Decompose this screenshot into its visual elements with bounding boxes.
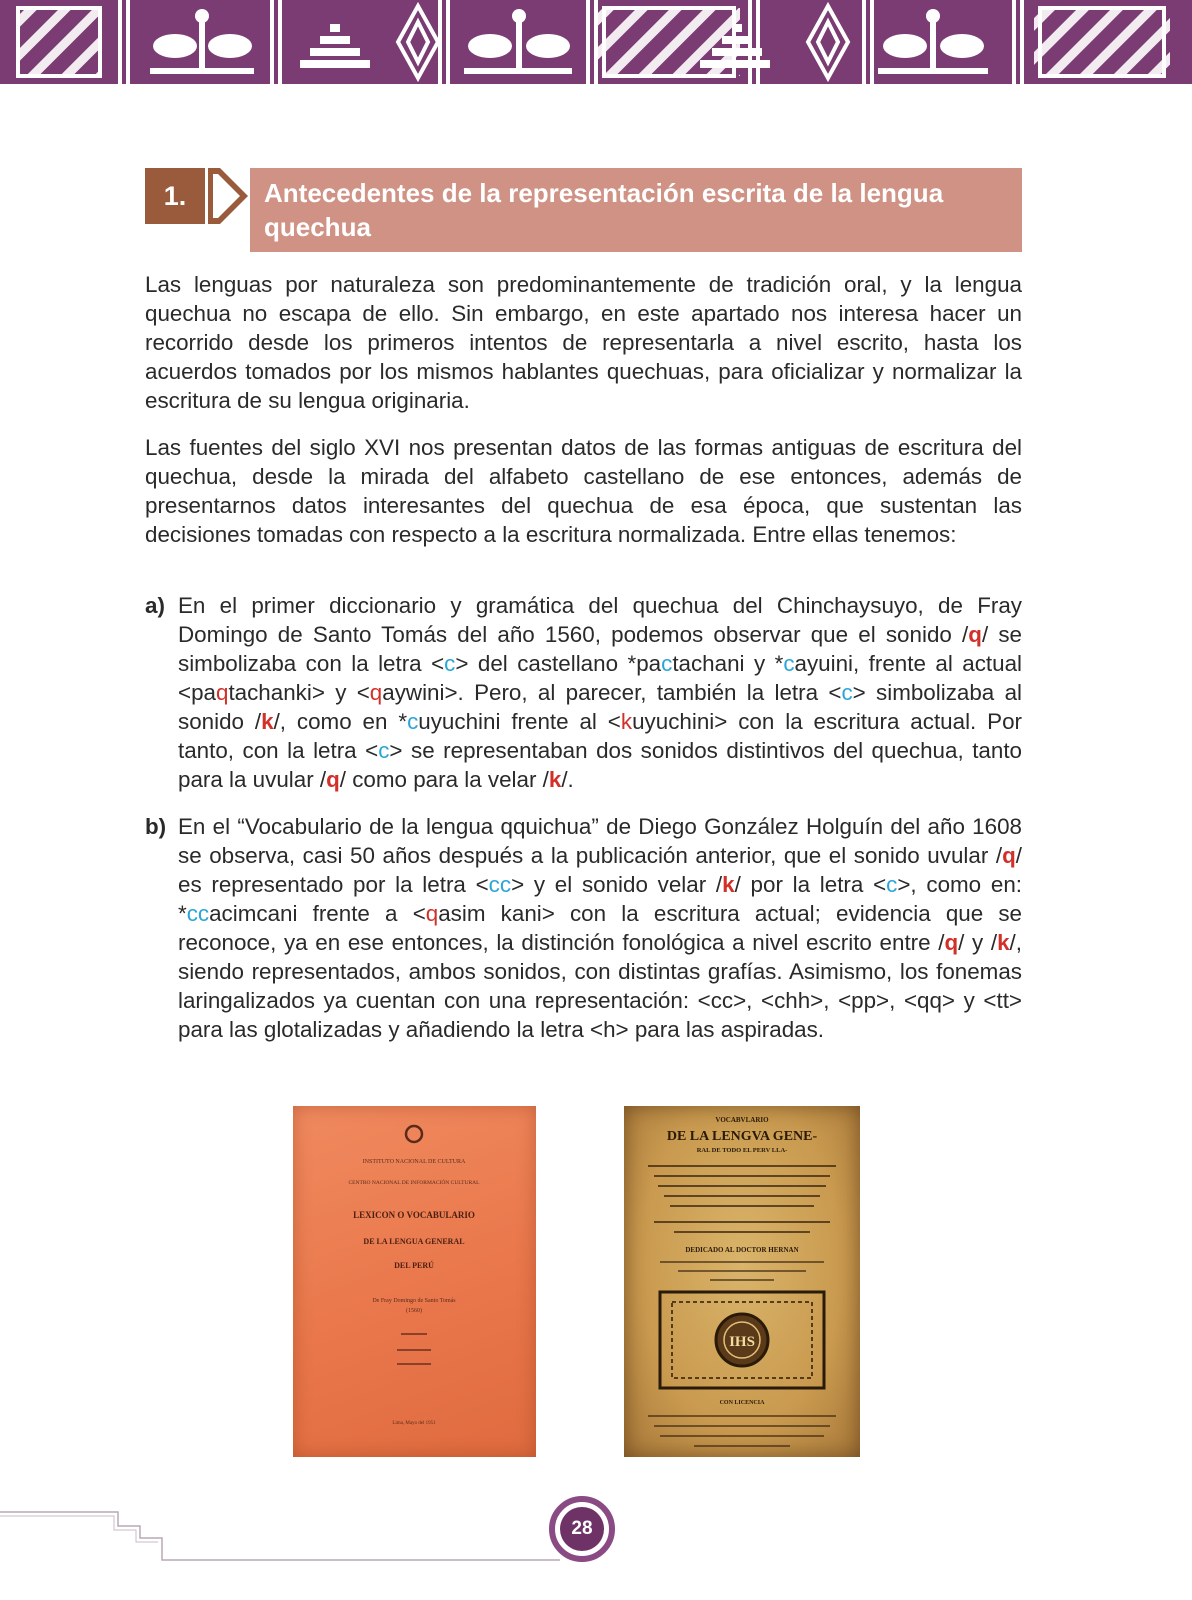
page-number: 28: [560, 1507, 604, 1551]
vocabulario-cover-graphic: [624, 1106, 860, 1457]
text-segment: /.: [561, 767, 574, 792]
cover-right-line: DEDICADO AL DOCTOR HERNAN: [685, 1246, 799, 1254]
text-segment: ayuini, frente al actual <pa: [178, 651, 1022, 705]
text-segment: / como para la velar /: [339, 767, 549, 792]
phoneme-highlight: q: [944, 930, 959, 955]
page-number-badge: [549, 1496, 615, 1562]
phoneme-highlight: k: [548, 767, 562, 792]
lexicon-cover-image: [293, 1106, 536, 1457]
list-item-b: [145, 812, 1022, 1044]
cover-left-line: De Fray Domingo de Santo Tomás: [372, 1298, 456, 1304]
cover-left-line: INSTITUTO NACIONAL DE CULTURA: [362, 1159, 466, 1165]
cover-left-line: (1560): [406, 1308, 422, 1314]
section-number: 1.: [145, 168, 205, 224]
text-segment: aywini>. Pero, al parecer, también la letra <: [382, 680, 842, 705]
list-marker-a: a): [145, 593, 165, 618]
cover-right-line: VOCABVLARIO: [715, 1116, 769, 1124]
old-letter-highlight: cc: [186, 901, 210, 926]
list-item-a: [145, 591, 1022, 794]
section-title: Antecedentes de la representación escrita de la lengua quechua: [250, 168, 1022, 252]
text-segment: tachani y *: [672, 651, 784, 676]
cover-right-line: IHS: [729, 1334, 755, 1350]
text-segment: En el “Vocabulario de la lengua qquichua” de Diego González Holguín del año 1608 se observa, casi 50 años después a la publicación anterior, que el sonido uvular /: [178, 814, 1022, 868]
text-segment: uyuchini> con la escritura actual. Por tanto, con la letra <: [178, 709, 1022, 763]
list-text-a: [178, 591, 1022, 794]
cover-right-line: DE LA LENGVA GENE-: [666, 1129, 818, 1144]
old-letter-highlight: c: [444, 651, 456, 676]
phoneme-highlight: k: [997, 930, 1010, 955]
text-segment: / es representado por la letra <: [178, 843, 1022, 897]
list-marker-b: b): [145, 814, 167, 839]
lexicon-cover-graphic: [293, 1106, 536, 1457]
institute-seal-icon: [406, 1126, 422, 1142]
cover-left-line: LEXICON O VOCABULARIO: [353, 1210, 475, 1220]
text-segment: acimcani frente a <: [209, 901, 426, 926]
cover-right-line: RAL DE TODO EL PERV LLA-: [696, 1147, 788, 1154]
modern-letter-highlight: k: [620, 709, 633, 734]
old-letter-highlight: c: [841, 680, 853, 705]
text-segment: > se representaban dos sonidos distintivos del quechua, tanto para la uvular /: [178, 738, 1022, 792]
list-text-b: [178, 812, 1022, 1044]
text-segment: asim kani> con la escritura actual; evidencia que se reconoce, ya en ese entonces, la distinción fonológica a nivel escrito entre /: [178, 901, 1022, 955]
modern-letter-highlight: q: [215, 680, 229, 705]
old-letter-highlight: c: [886, 872, 898, 897]
text-segment: > simbolizaba al sonido /: [178, 680, 1022, 734]
text-segment: / y /: [958, 930, 998, 955]
text-segment: tachanki> y <: [228, 680, 370, 705]
cover-left-line: DE LA LENGUA GENERAL: [363, 1237, 465, 1246]
main-content: [145, 270, 1022, 1062]
text-segment: >, como en: *: [178, 872, 1022, 926]
old-letter-highlight: c: [378, 738, 390, 763]
cover-left-line: Lima, Mayo del 1951: [392, 1421, 436, 1426]
text-segment: /, como en *: [273, 709, 408, 734]
text-segment: /, siendo representados, ambos sonidos, con distintas grafías. Asimismo, los fonemas laringalizados ya cuentan con una representación: <cc>, <chh>, <pp>, <qq> y <tt> para las glotalizadas y añadiendo la letra <h> para las aspiradas.: [178, 930, 1022, 1042]
old-letter-highlight: c: [661, 651, 673, 676]
cover-left-line: DEL PERÚ: [394, 1261, 434, 1270]
cover-right-line: CON LICENCIA: [719, 1400, 765, 1406]
andean-pattern-icon: [0, 0, 1192, 84]
phoneme-highlight: k: [261, 709, 274, 734]
text-segment: En el primer diccionario y gramática del quechua del Chinchaysuyo, de Fray Domingo de Santo Tomás del año 1560, podemos observar que el sonido /: [178, 593, 1022, 647]
text-segment: > y el sonido velar /: [511, 872, 723, 897]
old-letter-highlight: c: [407, 709, 419, 734]
phoneme-highlight: q: [326, 767, 340, 792]
text-segment: > del castellano *pa: [455, 651, 662, 676]
vocabulario-cover-image: [624, 1106, 860, 1457]
modern-letter-highlight: q: [369, 680, 383, 705]
phoneme-highlight: q: [1002, 843, 1016, 868]
modern-letter-highlight: q: [425, 901, 439, 926]
old-letter-highlight: c: [783, 651, 795, 676]
paragraph-sources: Las fuentes del siglo XVI nos presentan datos de las formas antiguas de escritura del quechua, desde la mirada del alfabeto castellano de ese entonces, además de presentarnos datos interesantes del quechua de esa época, que sustentan las decisiones tomadas con respecto a la escritura normalizada. Entre ellas tenemos:: [145, 435, 1022, 547]
section-arrow-icon: [208, 168, 248, 224]
phoneme-highlight: q: [968, 622, 982, 647]
old-letter-highlight: cc: [488, 872, 512, 897]
cover-left-line: CENTRO NACIONAL DE INFORMACIÓN CULTURAL: [348, 1180, 480, 1186]
decorative-header-band: [0, 0, 1192, 84]
paragraph-intro: Las lenguas por naturaleza son predominantemente de tradición oral, y la lengua quechua no escapa de ello. Sin embargo, en este apartado nos interesa hacer un recorrido desde los primeros intentos de representarla a nivel escrito, hasta los acuerdos tomados por los mismos hablantes quechuas, para oficializar y normalizar la escritura de su lengua originaria.: [145, 272, 1022, 413]
text-segment: uyuchini frente al <: [418, 709, 621, 734]
text-segment: / por la letra <: [734, 872, 887, 897]
text-segment: / se simbolizaba con la letra <: [178, 622, 1022, 676]
phoneme-highlight: k: [722, 872, 735, 897]
